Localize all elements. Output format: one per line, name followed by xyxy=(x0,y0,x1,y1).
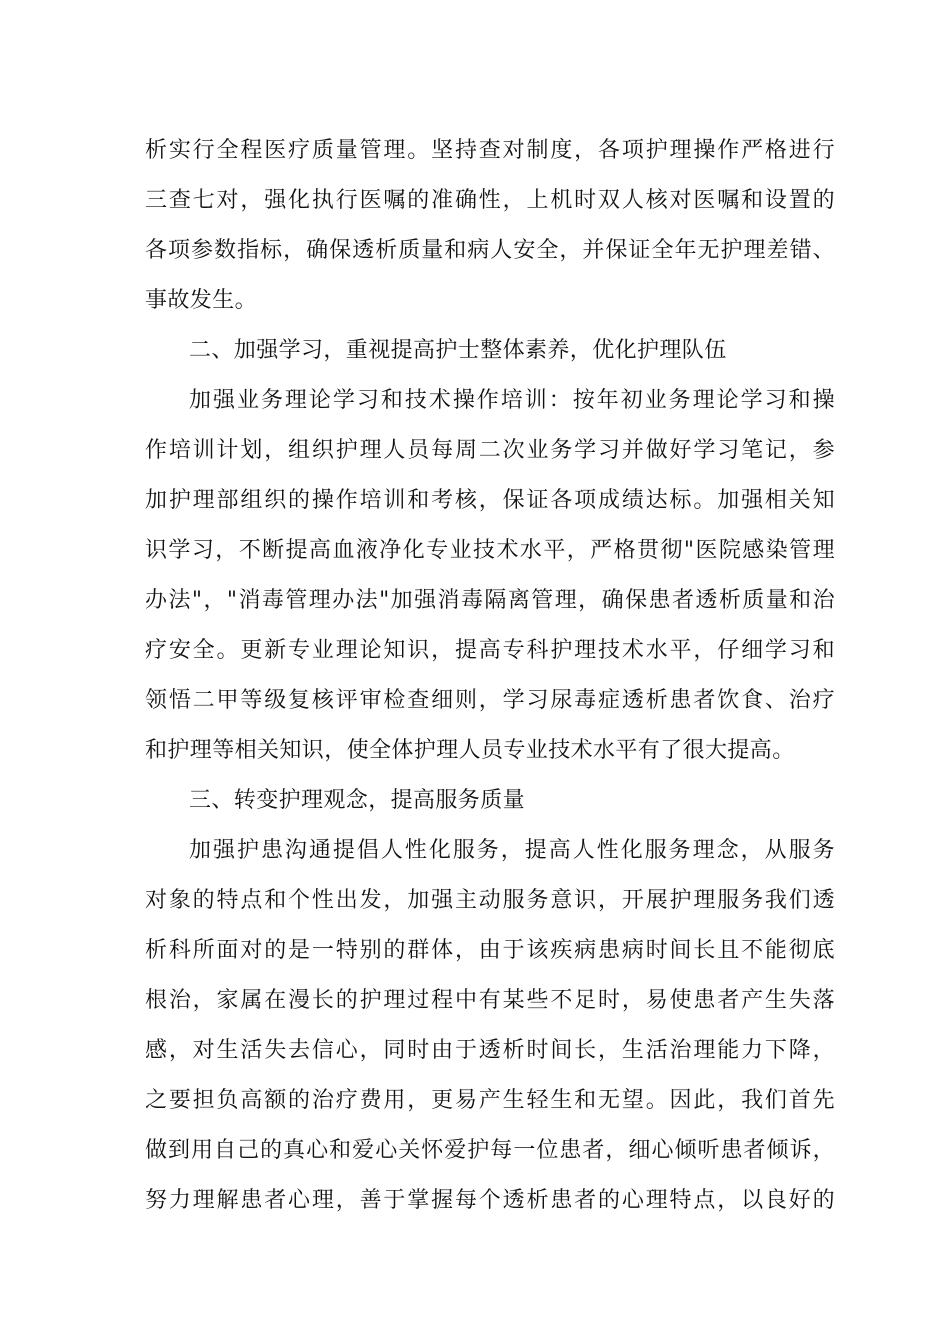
text-line: 努力理解患者心理，善于掌握每个透析患者的心理特点，以良好的 xyxy=(145,1188,835,1213)
text-line: 识学习，不断提高血液净化专业技术水平，严格贯彻"医院感染管理 xyxy=(145,538,835,563)
text-line: 加护理部组织的操作培训和考核，保证各项成绩达标。加强相关知 xyxy=(145,488,835,513)
text-line: 办法"，"消毒管理办法"加强消毒隔离管理，确保患者透析质量和治 xyxy=(145,588,835,613)
document-body xyxy=(145,126,835,1226)
section-heading: 二、加强学习，重视提高护士整体素养，优化护理队伍 xyxy=(189,338,727,363)
text-line: 疗安全。更新专业理论知识，提高专科护理技术水平，仔细学习和 xyxy=(145,638,835,663)
text-line: 感，对生活失去信心，同时由于透析时间长，生活治理能力下降， xyxy=(145,1038,835,1063)
text-line: 加强业务理论学习和技术操作培训：按年初业务理论学习和操 xyxy=(189,388,835,413)
text-line: 领悟二甲等级复核评审检查细则，学习尿毒症透析患者饮食、治疗 xyxy=(145,688,835,713)
text-line: 各项参数指标，确保透析质量和病人安全，并保证全年无护理差错、 xyxy=(145,238,835,263)
text-line: 事故发生。 xyxy=(145,288,258,313)
section-heading: 三、转变护理观念，提高服务质量 xyxy=(189,788,526,813)
text-line: 析实行全程医疗质量管理。坚持查对制度，各项护理操作严格进行 xyxy=(145,138,835,163)
text-line: 根治，家属在漫长的护理过程中有某些不足时，易使患者产生失落 xyxy=(145,988,835,1013)
text-line: 三查七对，强化执行医嘱的准确性，上机时双人核对医嘱和设置的 xyxy=(145,188,835,213)
text-line: 加强护患沟通提倡人性化服务，提高人性化服务理念，从服务 xyxy=(189,838,835,863)
text-line: 和护理等相关知识，使全体护理人员专业技术水平有了很大提高。 xyxy=(145,738,795,763)
text-line: 作培训计划，组织护理人员每周二次业务学习并做好学习笔记，参 xyxy=(145,438,835,463)
text-line: 对象的特点和个性出发，加强主动服务意识，开展护理服务我们透 xyxy=(145,888,835,913)
text-line: 做到用自己的真心和爱心关怀爱护每一位患者，细心倾听患者倾诉， xyxy=(145,1138,835,1163)
text-line: 之要担负高额的治疗费用，更易产生轻生和无望。因此，我们首先 xyxy=(145,1088,835,1113)
text-line: 析科所面对的是一特别的群体，由于该疾病患病时间长且不能彻底 xyxy=(145,938,835,963)
